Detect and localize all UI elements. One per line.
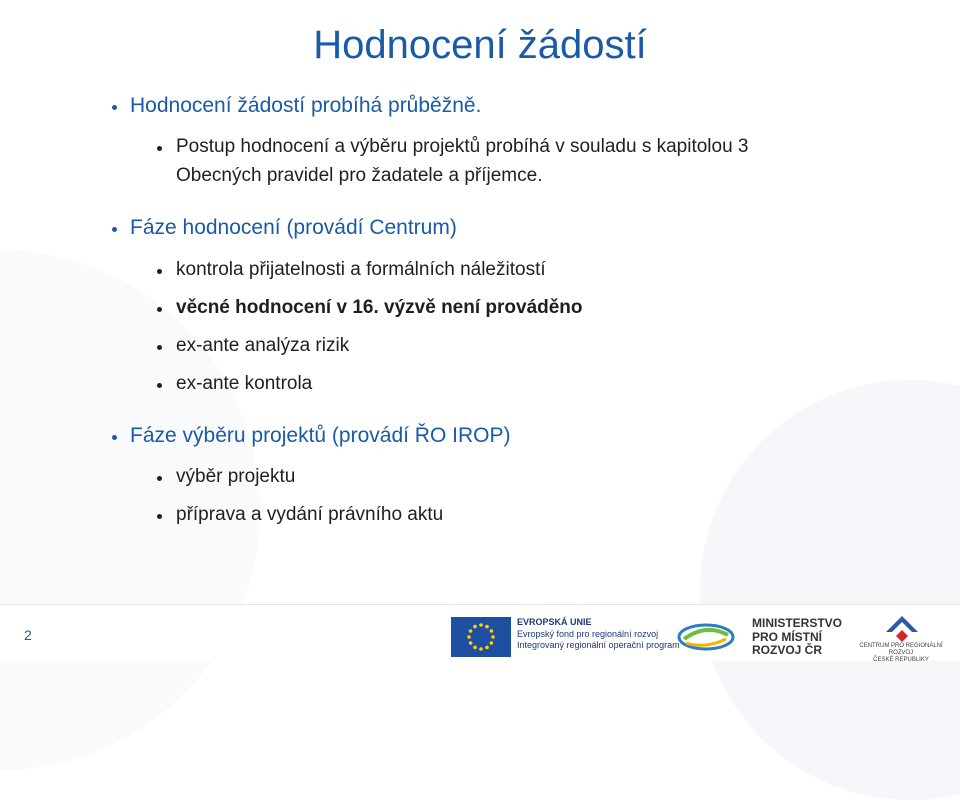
bullet-icon (157, 307, 162, 312)
bullet-icon (112, 227, 117, 232)
eu-flag-icon (451, 617, 511, 657)
list-item-continuation (176, 165, 542, 187)
list-item-text: příprava a vydání právního aktu (176, 504, 444, 525)
list-item-text: výběr projektu (176, 466, 296, 487)
bullet-icon (157, 514, 162, 519)
ministry-line: PRO MÍSTNÍ (752, 629, 823, 644)
footer-divider (0, 604, 960, 605)
list-item-text: věcné hodnocení v 16. výzvě není prováděno (176, 297, 583, 318)
eu-line: Integrovaný regionální operační program (517, 640, 680, 650)
eu-line: Evropský fond pro regionální rozvoj (517, 628, 659, 639)
bullet-icon (157, 476, 162, 481)
irop-logo-icon (676, 619, 736, 655)
crr-line: CENTRUM PRO REGIONÁLNÍ ROZVOJ (859, 643, 943, 656)
bullet-icon (157, 345, 162, 350)
ministry-line: MINISTERSTVO (752, 616, 843, 630)
list-item-text: Fáze hodnocení (provádí Centrum) (130, 216, 457, 239)
eu-line: EVROPSKÁ UNIE (517, 617, 592, 627)
crr-line: ČESKÉ REPUBLIKY (873, 657, 929, 663)
list-item-text: Fáze výběru projektů (provádí ŘO IROP) (130, 424, 511, 447)
ministry-logo-text (752, 617, 842, 658)
list-item-text: Hodnocení žádostí probíhá průběžně. (130, 94, 482, 117)
bullet-icon (112, 435, 117, 440)
list-item-text: Obecných pravidel pro žadatele a příjemce. (176, 165, 543, 186)
bullet-icon (112, 105, 117, 110)
page-number: 2 (24, 627, 32, 643)
bullet-icon (157, 269, 162, 274)
eu-logo-text (517, 617, 680, 652)
list-item-text: Postup hodnocení a výběru projektů probíhá v souladu s kapitolou 3 (176, 136, 749, 157)
ministry-line: ROZVOJ ČR (752, 643, 823, 657)
slide-title: Hodnocení žádostí (313, 22, 647, 67)
crr-logo-icon (882, 614, 922, 644)
list-item-text: ex-ante analýza rizik (176, 335, 350, 356)
list-item-text: kontrola přijatelnosti a formálních náležitostí (176, 259, 546, 280)
list-item-text: ex-ante kontrola (176, 373, 313, 394)
background-shape (700, 380, 960, 800)
bullet-icon (157, 146, 162, 151)
bullet-icon (157, 383, 162, 388)
